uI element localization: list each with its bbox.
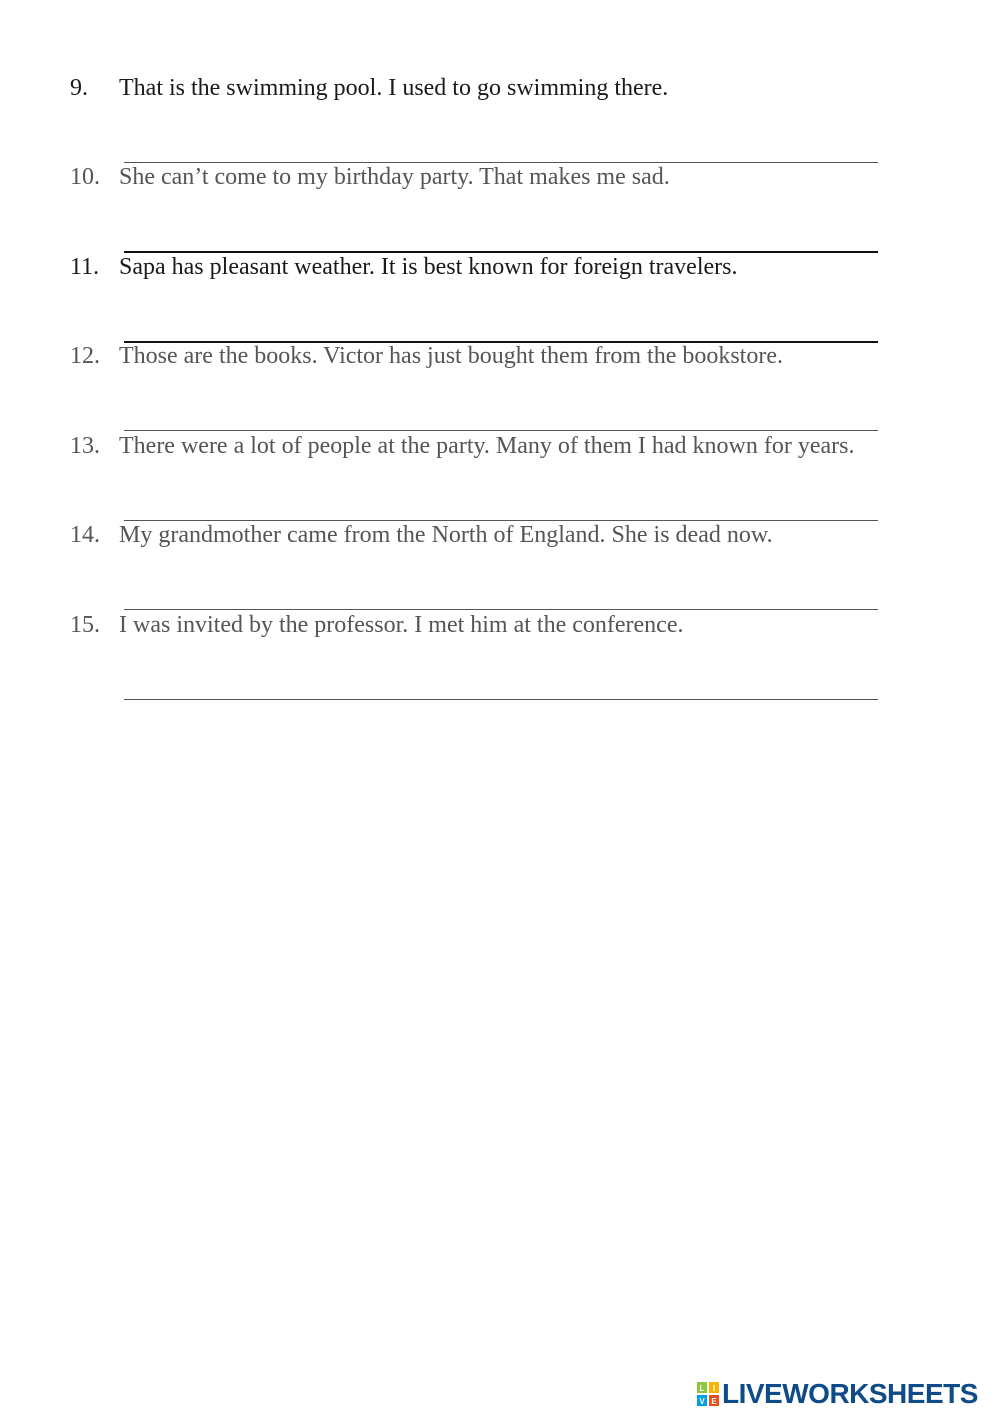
exercise-15 bbox=[0, 610, 1000, 700]
exercise-13 bbox=[0, 431, 1000, 521]
answer-input-13[interactable] bbox=[124, 492, 878, 521]
liveworksheets-brand[interactable] bbox=[697, 1378, 978, 1410]
exercise-number: 9. bbox=[70, 75, 88, 101]
answer-input-10[interactable] bbox=[124, 223, 878, 253]
answer-input-15[interactable] bbox=[124, 671, 878, 700]
exercise-number: 10. bbox=[70, 164, 100, 190]
exercise-sentence: There were a lot of people at the party. Many of them I had known for years. bbox=[119, 433, 855, 459]
exercise-sentence: That is the swimming pool. I used to go swimming there. bbox=[119, 75, 669, 101]
exercise-number: 15. bbox=[70, 612, 100, 638]
answer-input-11[interactable] bbox=[124, 313, 878, 343]
svg-text:L: L bbox=[699, 1384, 705, 1393]
exercise-number: 13. bbox=[70, 433, 100, 459]
svg-text:I: I bbox=[712, 1384, 716, 1393]
exercise-sentence: Those are the books. Victor has just bought them from the bookstore. bbox=[119, 343, 783, 369]
exercise-12 bbox=[0, 341, 1000, 431]
svg-text:E: E bbox=[711, 1397, 717, 1406]
liveworksheets-logo-icon bbox=[697, 1382, 719, 1406]
exercise-sentence: I was invited by the professor. I met him at the conference. bbox=[119, 612, 684, 638]
exercise-sentence: She can’t come to my birthday party. That makes me sad. bbox=[119, 164, 670, 190]
answer-input-9[interactable] bbox=[124, 134, 878, 163]
svg-text:V: V bbox=[699, 1397, 705, 1406]
exercise-11 bbox=[0, 252, 1000, 342]
exercise-number: 12. bbox=[70, 343, 100, 369]
answer-input-14[interactable] bbox=[124, 581, 878, 610]
exercise-sentence: My grandmother came from the North of England. She is dead now. bbox=[119, 522, 773, 548]
exercise-10 bbox=[0, 162, 1000, 252]
exercise-14 bbox=[0, 520, 1000, 610]
exercise-9 bbox=[0, 73, 1000, 163]
brand-name: LIVEWORKSHEETS bbox=[722, 1378, 978, 1409]
answer-input-12[interactable] bbox=[124, 402, 878, 431]
exercise-sentence: Sapa has pleasant weather. It is best known for foreign travelers. bbox=[119, 254, 738, 280]
exercise-number: 14. bbox=[70, 522, 100, 548]
exercise-number: 11. bbox=[70, 254, 100, 280]
